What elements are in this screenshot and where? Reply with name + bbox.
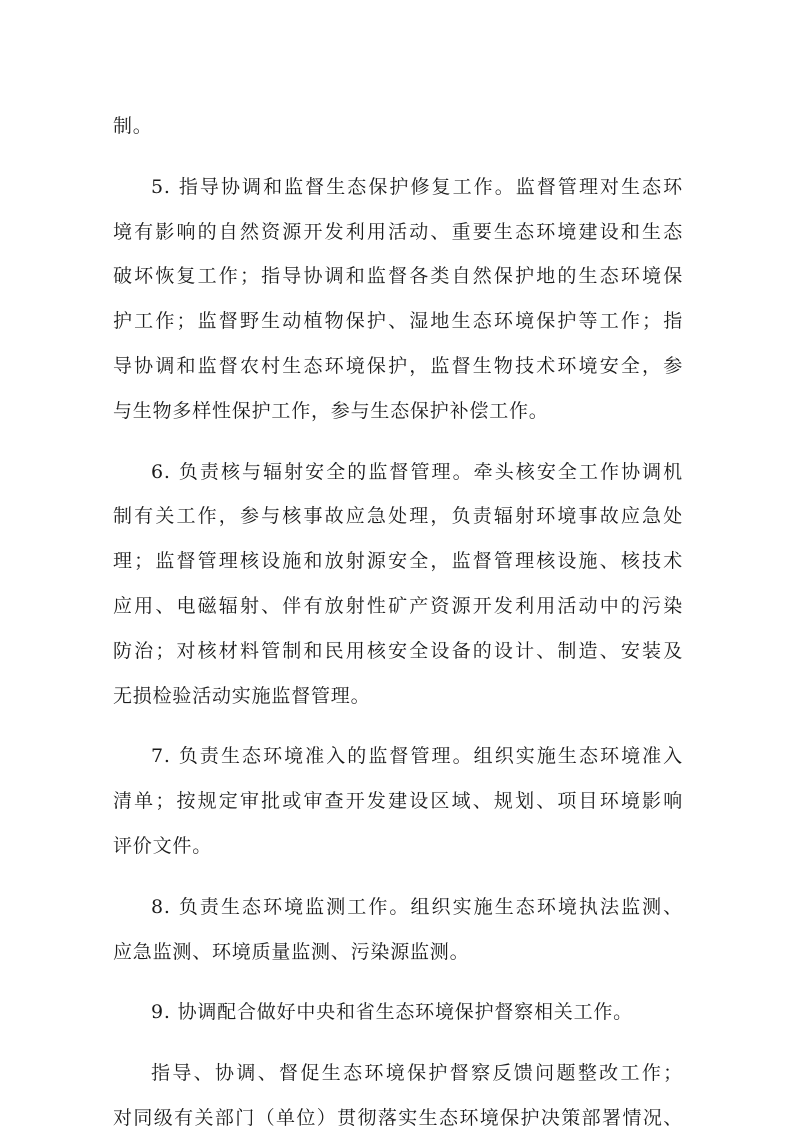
paragraph-gap <box>113 718 683 734</box>
text-line: 评价文件。 <box>113 834 213 857</box>
text-line: 7. 负责生态环境准入的监督管理。组织实施生态环境准入 <box>151 745 683 768</box>
paragraph-gap <box>113 149 683 165</box>
text-line: 理；监督管理核设施和放射源安全，监督管理核设施、核技术 <box>113 550 683 573</box>
text-line: 护工作；监督野生动植物保护、湿地生态环境保护等工作；指 <box>113 310 683 333</box>
text-line: 清单；按规定审批或审查开发建设区域、规划、项目环境影响 <box>113 790 683 813</box>
text-line: 9. 协调配合做好中央和省生态环境保护督察相关工作。 <box>151 1001 633 1024</box>
text-line: 对同级有关部门（单位）贯彻落实生态环境保护决策部署情况、 <box>113 1106 683 1129</box>
text-line: 5. 指导协调和监督生态保护修复工作。监督管理对生态环 <box>151 175 683 198</box>
paragraph-gap <box>113 869 683 885</box>
text-line: 防治；对核材料管制和民用核安全设备的设计、制造、安装及 <box>113 639 683 662</box>
text-line: 导协调和监督农村生态环境保护，监督生物技术环境安全，参 <box>113 354 683 377</box>
text-line: 应急监测、环境质量监测、污染源监测。 <box>113 940 470 963</box>
paragraph-gap <box>113 434 683 450</box>
text-line: 8. 负责生态环境监测工作。组织实施生态环境执法监测、 <box>151 895 683 918</box>
text-line: 制。 <box>113 115 153 137</box>
text-line: 与生物多样性保护工作，参与生态保护补偿工作。 <box>113 399 549 422</box>
text-line: 指导、协调、督促生态环境保护督察反馈问题整改工作； <box>151 1062 683 1085</box>
text-line: 6. 负责核与辐射安全的监督管理。牵头核安全工作协调机 <box>151 460 683 483</box>
document-body <box>113 104 683 1141</box>
text-line: 制有关工作，参与核事故应急处理，负责辐射环境事故应急处 <box>113 505 683 528</box>
paragraph-gap <box>113 974 683 990</box>
text-line: 破坏恢复工作；指导协调和监督各类自然保护地的生态环境保 <box>113 265 683 288</box>
text-line: 应用、电磁辐射、伴有放射性矿产资源开发利用活动中的污染 <box>113 594 683 617</box>
paragraph-gap <box>113 1035 683 1051</box>
text-line: 无损检验活动实施监督管理。 <box>113 684 371 707</box>
text-line: 境有影响的自然资源开发利用活动、重要生态环境建设和生态 <box>113 220 683 243</box>
